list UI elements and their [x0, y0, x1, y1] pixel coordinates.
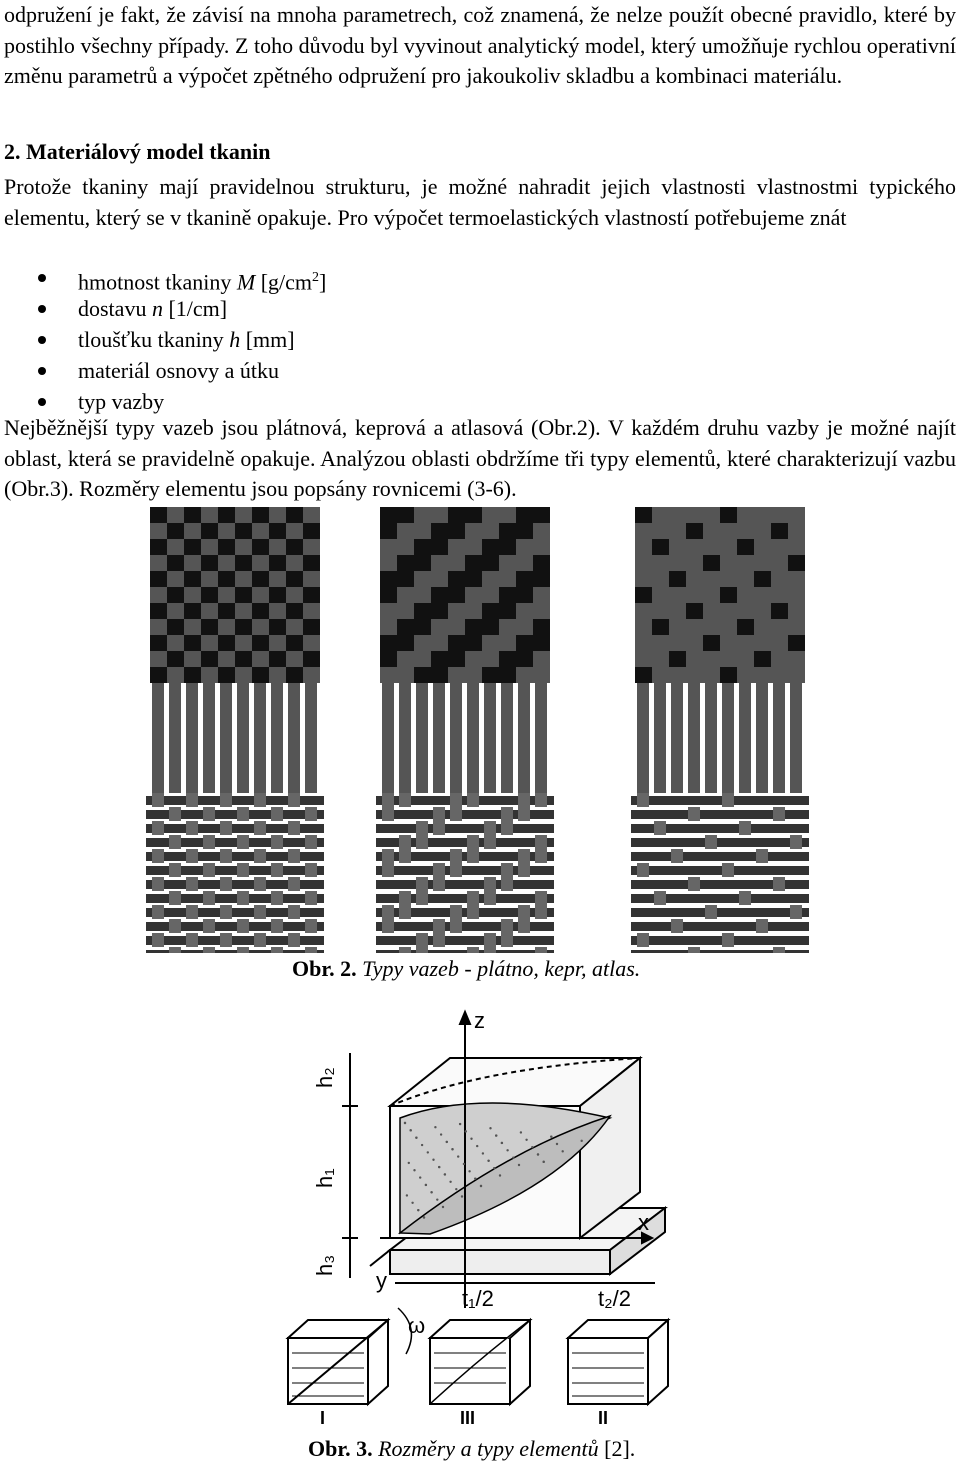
- intro-paragraph: odpružení je fakt, že závisí na mnoha parametrech, což znamená, že nelze použít obecné pravidlo, které by postihlo všechny případy. Z toho důvodu byl vyvinout analytický model, který umožňuje rychlou operativní změnu parametrů a výpočet zpětného odpružení pro jakoukoliv skladbu a kombinaci materiálu.: [4, 2, 956, 88]
- weave-figure: [0, 503, 960, 953]
- figure-3-caption: [308, 1436, 635, 1462]
- parameter-sup: 2: [312, 270, 320, 285]
- parameter-before: hmotnost tkaniny: [78, 269, 237, 295]
- weave-panel-1: [146, 507, 324, 953]
- bullet-icon: [38, 305, 46, 313]
- x-axis-label: x: [638, 1210, 649, 1235]
- element-label-3: III: [460, 1408, 476, 1428]
- parameter-item: [0, 324, 326, 355]
- omega-label: ω: [408, 1313, 426, 1338]
- parameter-end: ]: [319, 269, 327, 295]
- element-type-1: [288, 1320, 388, 1404]
- section-paragraph-2: Nejběžnější typy vazeb jsou plátnová, keprová a atlasová (Obr.2). V každém druhu vazby je možné najít oblast, která se pravidelně opakuje. Analýzou oblasti obdržíme tři typy elementů, které charakterizují vazbu (Obr.3). Rozměry elementu jsou popsány rovnicemi (3-6).: [4, 415, 956, 501]
- figure-2-text: Typy vazeb - plátno, kepr, atlas.: [356, 956, 641, 981]
- h1-label: h₁: [312, 1168, 337, 1188]
- weave-panel-3: [631, 507, 809, 953]
- figure-3-label: Obr. 3.: [308, 1436, 373, 1461]
- y-axis-label: y: [376, 1268, 387, 1293]
- parameter-before: typ vazby: [78, 389, 165, 414]
- element-label-2: II: [598, 1408, 609, 1428]
- z-axis-label: z: [474, 1008, 485, 1033]
- parameter-item: [0, 293, 326, 324]
- parameter-var: n: [151, 296, 163, 321]
- figure-2-caption: [292, 956, 640, 982]
- h3-label: h₃: [312, 1254, 337, 1276]
- section-heading: 2. Materiálový model tkanin: [4, 139, 271, 164]
- parameter-var: M: [236, 269, 256, 295]
- parameter-before: materiál osnovy a útku: [78, 358, 280, 383]
- figure-3-text: Rozměry a typy elementů: [372, 1436, 599, 1461]
- parameter-after: [g/cm: [255, 269, 313, 295]
- parameter-after: [1/cm]: [162, 296, 228, 321]
- parameter-before: tloušťku tkaniny: [78, 327, 230, 352]
- bullet-icon: [38, 336, 46, 344]
- element-diagram: [280, 1008, 680, 1438]
- element-type-3: [430, 1320, 530, 1404]
- element-type-2: [568, 1320, 668, 1404]
- h2-label: h₂: [312, 1067, 337, 1088]
- figure-2-label: Obr. 2.: [292, 956, 357, 981]
- parameter-item: [0, 355, 326, 386]
- bullet-icon: [38, 367, 46, 375]
- parameter-var: h: [229, 327, 241, 352]
- t1-label: t₁/2: [462, 1286, 494, 1311]
- parameter-list: [0, 262, 326, 417]
- parameter-after: [mm]: [240, 327, 295, 352]
- parameter-before: dostavu: [78, 296, 152, 321]
- element-types: [288, 1308, 668, 1404]
- bullet-icon: [38, 398, 46, 406]
- parameter-item: [0, 262, 326, 293]
- section-paragraph-1: Protože tkaniny mají pravidelnou strukturu, je možné nahradit jejich vlastnosti vlastnostmi typického elementu, který se v tkanině opakuje. Pro výpočet termoelastických vlastností potřebujeme znát: [4, 174, 956, 230]
- weave-panel-2: [376, 507, 554, 953]
- bullet-icon: [38, 274, 46, 282]
- figure-3-reference: [2].: [598, 1436, 636, 1461]
- t2-label: t₂/2: [598, 1286, 631, 1311]
- element-label-1: I: [320, 1408, 326, 1428]
